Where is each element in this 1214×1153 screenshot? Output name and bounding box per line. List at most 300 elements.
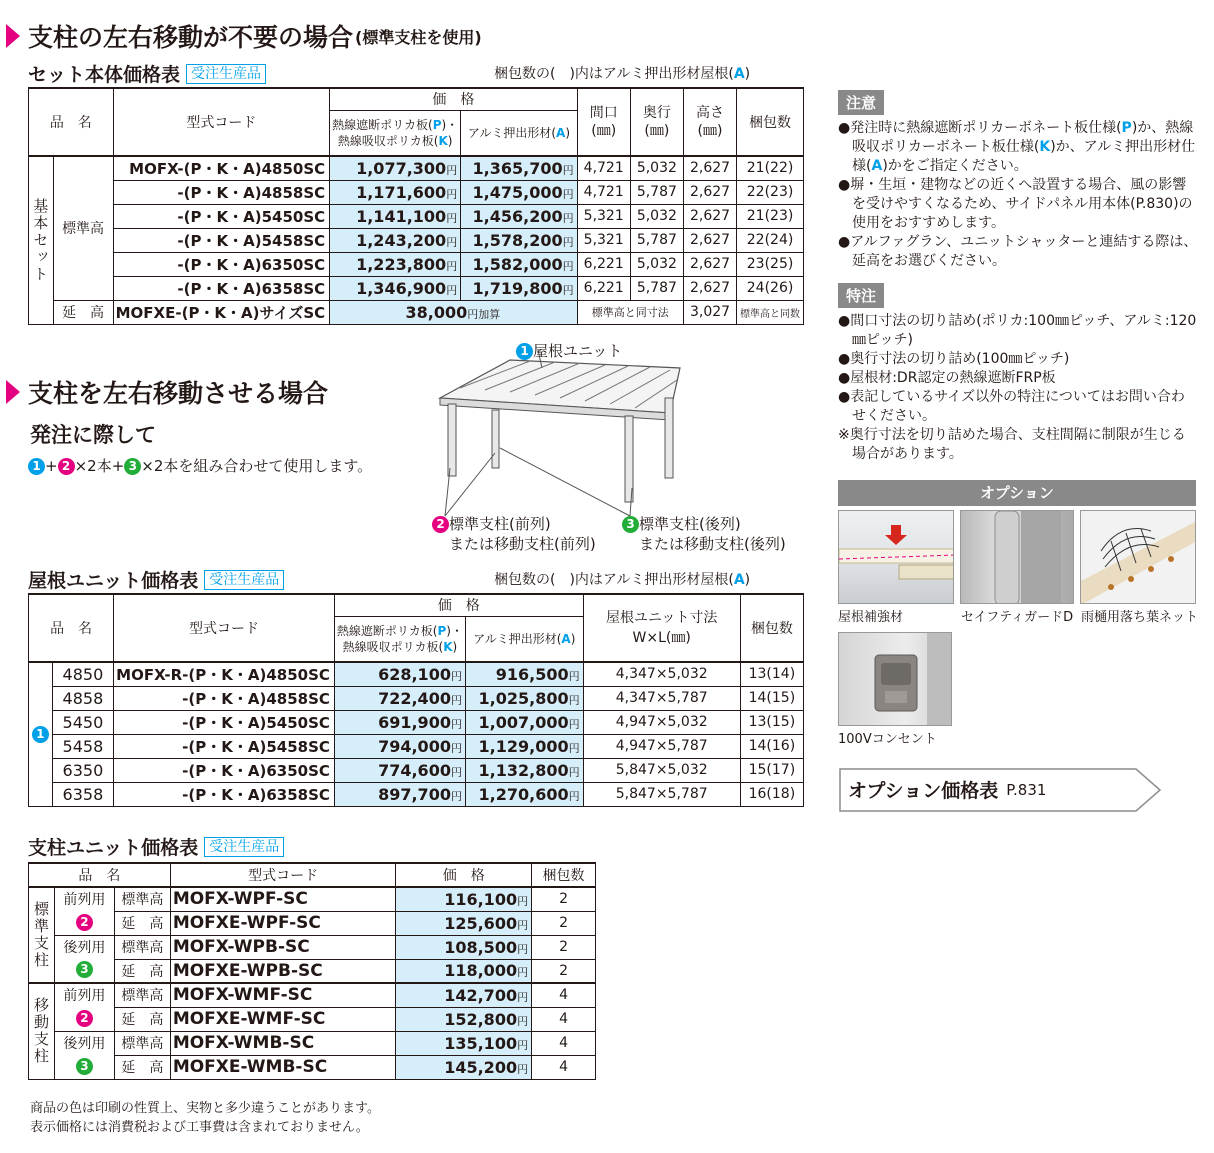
roof-table-title-text: 屋根ユニット価格表 bbox=[28, 570, 199, 592]
group-label-basic-set: 基本セット bbox=[29, 156, 54, 324]
yen-unit: 円 bbox=[450, 717, 462, 731]
code-cell: MOFX-(P・K・A)4850SC bbox=[113, 156, 330, 180]
caution-box bbox=[838, 90, 1198, 271]
table-row-extension bbox=[29, 300, 804, 324]
price-cell bbox=[334, 710, 465, 734]
price-value: 1,025,800 bbox=[478, 688, 569, 708]
roof-unit-text: 屋根ユニット bbox=[533, 342, 623, 360]
price-cell bbox=[465, 782, 583, 806]
pack-cell: 4 bbox=[532, 983, 596, 1007]
code-cell: -(P・K・A)4858SC bbox=[113, 180, 330, 204]
table-row bbox=[29, 1031, 596, 1055]
set-table-pack-note bbox=[494, 63, 750, 83]
price-value: 1,223,800 bbox=[356, 254, 447, 274]
table-row bbox=[29, 662, 804, 686]
note-letter: A bbox=[733, 66, 745, 82]
number-3-icon: 3 bbox=[124, 458, 141, 475]
list-item: ●間口寸法の切り詰め(ポリカ:100㎜ピッチ、アルミ:120㎜ピッチ) bbox=[838, 313, 1197, 348]
number-3-icon: 3 bbox=[622, 516, 639, 533]
price-cell bbox=[396, 911, 532, 935]
outlet-photo bbox=[838, 632, 952, 726]
depth-cell: 5,032 bbox=[630, 204, 683, 228]
depth-cell: 5,787 bbox=[630, 180, 683, 204]
yen-unit: 円 bbox=[446, 235, 458, 249]
price-value: 152,800 bbox=[444, 1009, 518, 1029]
pack-cell: 14(15) bbox=[740, 686, 803, 710]
price-value: 1,582,000 bbox=[472, 254, 563, 274]
code-cell: MOFX-WMB-SC bbox=[170, 1031, 396, 1055]
dim-cell: 4,347×5,787 bbox=[583, 686, 740, 710]
post-table-title-text: 支柱ユニット価格表 bbox=[28, 837, 199, 859]
price-cell bbox=[330, 252, 461, 276]
price-value: 1,243,200 bbox=[356, 230, 447, 250]
made-to-order-badge: 受注生産品 bbox=[204, 570, 284, 590]
alumi-letter-a: A bbox=[556, 125, 566, 140]
option-ref-title: オプション価格表 bbox=[848, 780, 999, 802]
leaf-net-illustration-icon bbox=[1081, 511, 1196, 604]
header-price: 価 格 bbox=[330, 88, 577, 110]
price-cell bbox=[334, 758, 465, 782]
section1-title-text: 支柱の左右移動が不要の場合 bbox=[28, 23, 354, 52]
height-cell: 2,627 bbox=[683, 180, 736, 204]
pack-cell: 標準高と同数 bbox=[737, 300, 804, 324]
dim-cell: 5,847×5,787 bbox=[583, 782, 740, 806]
pack-cell: 4 bbox=[532, 1007, 596, 1031]
list-item: ●表記しているサイズ以外の特注についてはお問い合わせください。 bbox=[838, 389, 1185, 424]
number-1-icon: 1 bbox=[516, 343, 533, 360]
number-3-icon: 3 bbox=[76, 961, 93, 978]
price-cell bbox=[461, 204, 577, 228]
price-value: 628,100 bbox=[378, 664, 451, 684]
option-label: 雨樋用落ち葉ネット bbox=[1081, 610, 1199, 625]
header-price: 価 格 bbox=[334, 594, 583, 616]
price-cell bbox=[330, 204, 461, 228]
yen-unit: 円 bbox=[517, 942, 529, 956]
front-post-text-1: 標準支柱(前列) bbox=[449, 515, 551, 533]
yen-unit: 円 bbox=[568, 789, 580, 803]
yen-unit: 円 bbox=[517, 894, 529, 908]
yen-unit: 円 bbox=[568, 717, 580, 731]
code-cell: MOFX-WMF-SC bbox=[170, 983, 396, 1007]
number-1-icon: 1 bbox=[28, 458, 45, 475]
code-cell: MOFXE-(P・K・A)サイズSC bbox=[113, 300, 330, 324]
yen-unit: 円 bbox=[568, 693, 580, 707]
number-3-icon: 3 bbox=[76, 1058, 93, 1075]
roof-reinforcement-photo bbox=[838, 510, 954, 604]
yen-unit: 円 bbox=[562, 211, 574, 225]
header-alumi bbox=[465, 616, 583, 662]
number-1-icon: 1 bbox=[32, 726, 49, 743]
polica-text-a: 熱線遮断ポリカ板( bbox=[332, 117, 433, 132]
header-konpo: 梱包数 bbox=[740, 594, 803, 662]
yen-unit: 円 bbox=[450, 693, 462, 707]
alumi-text-a: アルミ押出形材( bbox=[473, 631, 562, 646]
price-cell bbox=[330, 156, 461, 180]
footer-line-2: 表示価格には消費税および工事費は含まれておりません。 bbox=[30, 1120, 369, 1135]
code-cell: -(P・K・A)6350SC bbox=[114, 758, 335, 782]
section1-subtitle: (標準支柱を使用) bbox=[355, 27, 482, 47]
dim-cell: 4,947×5,787 bbox=[583, 734, 740, 758]
price-cell bbox=[330, 228, 461, 252]
pack-cell: 22(24) bbox=[737, 228, 804, 252]
price-value: 125,600 bbox=[444, 913, 518, 933]
front-row-label bbox=[54, 887, 114, 935]
price-cell bbox=[396, 983, 532, 1007]
roof-size-header-1: 屋根ユニット寸法 bbox=[605, 610, 718, 626]
table-row bbox=[29, 935, 596, 959]
height-cell: 2,627 bbox=[683, 276, 736, 300]
roof-table-title bbox=[28, 566, 284, 593]
code-cell: -(P・K・A)6358SC bbox=[113, 276, 330, 300]
code-cell: MOFX-WPB-SC bbox=[170, 935, 396, 959]
table-row bbox=[29, 1007, 596, 1031]
std-height-label: 標準高 bbox=[53, 156, 113, 300]
table-row bbox=[29, 686, 804, 710]
combo-plus: + bbox=[45, 457, 58, 475]
dim-cell: 4,947×5,032 bbox=[583, 710, 740, 734]
note-suffix: ) bbox=[744, 66, 751, 82]
yen-unit: 円 bbox=[446, 283, 458, 297]
ext-h-label: 延 高 bbox=[114, 1055, 170, 1079]
yen-unit: 円 bbox=[517, 1062, 529, 1076]
yen-unit: 円 bbox=[446, 187, 458, 201]
yen-unit: 円 bbox=[517, 918, 529, 932]
price-value: 1,129,000 bbox=[478, 736, 569, 756]
post-table-title bbox=[28, 833, 284, 860]
note-suffix: ) bbox=[744, 572, 751, 588]
polica-letter-k: K bbox=[443, 639, 453, 654]
width-cell: 4,721 bbox=[577, 180, 630, 204]
code-cell: -(P・K・A)5450SC bbox=[113, 204, 330, 228]
header-takasa: 高さ (㎜) bbox=[683, 88, 736, 156]
header-maguchi: 間口 (㎜) bbox=[577, 88, 630, 156]
front-row-label bbox=[54, 983, 114, 1031]
pack-cell: 2 bbox=[532, 887, 596, 911]
footer-notes bbox=[30, 1099, 380, 1137]
letter-a: A bbox=[871, 158, 883, 174]
yen-unit: 円 bbox=[517, 990, 529, 1004]
list-item bbox=[838, 119, 1198, 176]
rear-post-text-2: または移動支柱(後列) bbox=[639, 535, 786, 553]
price-cell bbox=[396, 887, 532, 911]
table-row bbox=[29, 1055, 596, 1079]
special-order-box bbox=[838, 283, 1198, 464]
alumi-text-a: アルミ押出形材( bbox=[467, 125, 557, 140]
price-suffix: 円加算 bbox=[467, 307, 501, 321]
number-2-icon: 2 bbox=[58, 458, 75, 475]
code-cell: -(P・K・A)5450SC bbox=[114, 710, 335, 734]
pack-cell: 13(15) bbox=[740, 710, 803, 734]
yen-unit: 円 bbox=[568, 669, 580, 683]
price-value: 1,007,000 bbox=[478, 712, 569, 732]
table-row bbox=[29, 228, 804, 252]
list-item: ●屋根材:DR認定の熱線遮断FRP板 bbox=[838, 370, 1056, 386]
size-cell: 6358 bbox=[52, 782, 113, 806]
yen-unit: 円 bbox=[450, 789, 462, 803]
price-value: 145,200 bbox=[444, 1057, 518, 1077]
yen-unit: 円 bbox=[446, 211, 458, 225]
pack-cell: 2 bbox=[532, 911, 596, 935]
price-cell bbox=[461, 156, 577, 180]
list-item: ●奥行寸法の切り詰め(100㎜ピッチ) bbox=[838, 351, 1070, 367]
caution-text: ●発注時に熱線遮断ポリカーボネート板仕様( bbox=[838, 120, 1122, 136]
std-h-label: 標準高 bbox=[114, 983, 170, 1007]
number-2-icon: 2 bbox=[76, 914, 93, 931]
note-letter: A bbox=[733, 572, 745, 588]
price-cell bbox=[465, 710, 583, 734]
code-cell: -(P・K・A)5458SC bbox=[113, 228, 330, 252]
rear-post-text-1: 標準支柱(後列) bbox=[639, 515, 741, 533]
std-h-label: 標準高 bbox=[114, 887, 170, 911]
yen-unit: 円 bbox=[562, 187, 574, 201]
height-cell: 2,627 bbox=[683, 228, 736, 252]
number-2-icon: 2 bbox=[76, 1010, 93, 1027]
price-value: 1,132,800 bbox=[478, 760, 569, 780]
table-row bbox=[29, 911, 596, 935]
number-2-icon: 2 bbox=[432, 516, 449, 533]
table-row bbox=[29, 710, 804, 734]
pack-cell: 16(18) bbox=[740, 782, 803, 806]
polica-text-b: )・ bbox=[446, 623, 463, 638]
polica-text-d: ) bbox=[452, 639, 458, 654]
option-ref-text bbox=[848, 776, 1046, 803]
yen-unit: 円 bbox=[517, 1038, 529, 1052]
safety-guard-photo bbox=[960, 510, 1074, 604]
header-polica bbox=[330, 110, 461, 156]
polica-text-c: 熱線吸収ポリカ板( bbox=[337, 133, 439, 148]
yen-unit: 円 bbox=[562, 163, 574, 177]
header-code: 型式コード bbox=[170, 863, 396, 887]
price-value: 774,600 bbox=[378, 760, 451, 780]
safety-guard-illustration-icon bbox=[961, 511, 1074, 604]
note-prefix: 梱包数の( )内はアルミ押出形材屋根( bbox=[494, 66, 734, 82]
combo-times-2: ×2本+ bbox=[74, 457, 125, 475]
std-h-label: 標準高 bbox=[114, 1031, 170, 1055]
outlet-illustration-icon bbox=[839, 633, 952, 726]
polica-text-b: )・ bbox=[441, 117, 459, 132]
price-value: 1,141,100 bbox=[356, 206, 447, 226]
polica-text-d: ) bbox=[447, 133, 453, 148]
caution-list bbox=[838, 119, 1198, 271]
roof-price-table bbox=[28, 593, 804, 807]
option-ref-page: P.831 bbox=[1006, 780, 1047, 799]
price-value: 722,400 bbox=[378, 688, 451, 708]
price-cell bbox=[396, 1007, 532, 1031]
table-row bbox=[29, 983, 596, 1007]
header-polica bbox=[334, 616, 465, 662]
special-head: 特注 bbox=[838, 283, 884, 308]
price-cell bbox=[396, 935, 532, 959]
width-cell: 6,221 bbox=[577, 252, 630, 276]
pack-cell: 21(23) bbox=[737, 204, 804, 228]
leaf-net-photo bbox=[1080, 510, 1196, 604]
dim-cell: 4,347×5,032 bbox=[583, 662, 740, 686]
table-row bbox=[29, 204, 804, 228]
option-label: 100Vコンセント bbox=[838, 732, 937, 747]
price-value: 1,077,300 bbox=[356, 158, 447, 178]
alumi-text-b: ) bbox=[570, 631, 576, 646]
table-row bbox=[29, 734, 804, 758]
pack-cell: 13(14) bbox=[740, 662, 803, 686]
size-cell: 4850 bbox=[52, 662, 113, 686]
alumi-text-b: ) bbox=[565, 125, 570, 140]
front-post-text-2: または移動支柱(前列) bbox=[449, 535, 596, 553]
header-hinmei: 品 名 bbox=[29, 863, 171, 887]
std-h-label: 標準高 bbox=[114, 935, 170, 959]
price-value: 1,365,700 bbox=[472, 158, 563, 178]
code-cell: MOFX-R-(P・K・A)4850SC bbox=[114, 662, 335, 686]
depth-cell: 5,787 bbox=[630, 276, 683, 300]
ext-price-cell bbox=[330, 300, 577, 324]
pack-cell: 15(17) bbox=[740, 758, 803, 782]
pack-cell: 2 bbox=[532, 935, 596, 959]
yen-unit: 円 bbox=[446, 259, 458, 273]
yen-unit: 円 bbox=[517, 1014, 529, 1028]
price-value: 118,000 bbox=[444, 961, 518, 981]
width-cell: 6,221 bbox=[577, 276, 630, 300]
polica-letter-p: P bbox=[437, 623, 447, 638]
width-cell: 5,321 bbox=[577, 204, 630, 228]
depth-cell: 5,032 bbox=[630, 156, 683, 180]
letter-k: K bbox=[1039, 139, 1051, 155]
polica-text-a: 熱線遮断ポリカ板( bbox=[336, 623, 438, 638]
list-item: ※奥行寸法を切り詰めた場合、支柱間隔に制限が生じる場合があります。 bbox=[838, 427, 1186, 462]
header-hinmei: 品 名 bbox=[29, 88, 114, 156]
price-cell bbox=[461, 228, 577, 252]
price-cell bbox=[334, 782, 465, 806]
ext-h-label: 延 高 bbox=[114, 959, 170, 983]
pack-cell: 4 bbox=[532, 1055, 596, 1079]
pack-cell: 2 bbox=[532, 959, 596, 983]
size-cell: 5458 bbox=[52, 734, 113, 758]
header-code: 型式コード bbox=[113, 88, 330, 156]
width-cell: 5,321 bbox=[577, 228, 630, 252]
rear-text: 後列用 bbox=[63, 1036, 106, 1052]
price-cell bbox=[334, 686, 465, 710]
price-value: 1,719,800 bbox=[472, 278, 563, 298]
price-cell bbox=[465, 686, 583, 710]
combo-instruction bbox=[28, 455, 372, 476]
set-price-table bbox=[28, 87, 804, 325]
pack-cell: 22(23) bbox=[737, 180, 804, 204]
set-table-title bbox=[28, 60, 266, 87]
roof-size-header-2: W×L(㎜) bbox=[632, 630, 691, 646]
order-heading: 発注に際して bbox=[30, 423, 156, 447]
front-post-label bbox=[432, 514, 596, 554]
group-label-move-post: 移動支柱 bbox=[29, 983, 55, 1079]
list-item: ●アルファグラン、ユニットシャッターと連結する際は、延高をお選びください。 bbox=[838, 234, 1198, 269]
price-value: 916,500 bbox=[495, 664, 569, 684]
price-cell bbox=[461, 276, 577, 300]
made-to-order-badge: 受注生産品 bbox=[204, 837, 284, 857]
yen-unit: 円 bbox=[562, 235, 574, 249]
options-head: オプション bbox=[838, 480, 1196, 506]
price-cell bbox=[334, 734, 465, 758]
yen-unit: 円 bbox=[450, 741, 462, 755]
price-cell bbox=[330, 180, 461, 204]
header-pack: 梱包数 bbox=[532, 863, 596, 887]
price-value: 897,700 bbox=[378, 784, 451, 804]
ext-wd-cell: 標準高と同寸法 bbox=[577, 300, 683, 324]
note-prefix: 梱包数の( )内はアルミ押出形材屋根( bbox=[494, 572, 734, 588]
price-value: 794,000 bbox=[378, 736, 451, 756]
roof-table-pack-note bbox=[494, 569, 750, 589]
price-value: 1,346,900 bbox=[356, 278, 447, 298]
price-value: 116,100 bbox=[444, 889, 518, 909]
reinforcement-illustration-icon bbox=[839, 511, 954, 604]
code-cell: -(P・K・A)6350SC bbox=[113, 252, 330, 276]
table-row bbox=[29, 782, 804, 806]
table-row bbox=[29, 252, 804, 276]
code-cell: -(P・K・A)6358SC bbox=[114, 782, 335, 806]
header-price: 価 格 bbox=[396, 863, 532, 887]
price-cell bbox=[465, 758, 583, 782]
yen-unit: 円 bbox=[562, 259, 574, 273]
pack-cell: 24(26) bbox=[737, 276, 804, 300]
height-cell: 2,627 bbox=[683, 252, 736, 276]
header-hinmei: 品 名 bbox=[29, 594, 114, 662]
caution-head: 注意 bbox=[838, 90, 884, 115]
dim-cell: 5,847×5,032 bbox=[583, 758, 740, 782]
width-cell: 4,721 bbox=[577, 156, 630, 180]
price-value: 1,578,200 bbox=[472, 230, 563, 250]
price-value: 1,171,600 bbox=[356, 182, 447, 202]
set-table-title-text: セット本体価格表 bbox=[28, 64, 181, 86]
header-konpo: 梱包数 bbox=[737, 88, 804, 156]
pack-cell: 4 bbox=[532, 1031, 596, 1055]
ext-h-label: 延 高 bbox=[114, 1007, 170, 1031]
section1-title bbox=[6, 18, 482, 54]
combo-usage: ×2本を組み合わせて使用します。 bbox=[141, 457, 373, 475]
yen-unit: 円 bbox=[517, 966, 529, 980]
size-cell: 5450 bbox=[52, 710, 113, 734]
price-value: 691,900 bbox=[378, 712, 451, 732]
code-cell: MOFXE-WPB-SC bbox=[170, 959, 396, 983]
post-price-table bbox=[28, 862, 596, 1080]
header-okuyuki: 奥行 (㎜) bbox=[630, 88, 683, 156]
price-cell bbox=[334, 662, 465, 686]
roof-group-marker bbox=[29, 662, 53, 806]
price-value: 1,456,200 bbox=[472, 206, 563, 226]
code-cell: -(P・K・A)4858SC bbox=[114, 686, 335, 710]
price-cell bbox=[465, 734, 583, 758]
front-text: 前列用 bbox=[63, 892, 106, 909]
table-row bbox=[29, 276, 804, 300]
depth-cell: 5,787 bbox=[630, 228, 683, 252]
caution-text: )かをご指定ください。 bbox=[882, 158, 1028, 174]
height-cell: 2,627 bbox=[683, 156, 736, 180]
price-cell bbox=[465, 662, 583, 686]
table-row bbox=[29, 758, 804, 782]
header-roof-size bbox=[583, 594, 740, 662]
pack-cell: 21(22) bbox=[737, 156, 804, 180]
roof-unit-label bbox=[516, 340, 622, 361]
footer-line-1: 商品の色は印刷の性質上、実物と多少違うことがあります。 bbox=[30, 1101, 380, 1116]
ext-height-label: 延 高 bbox=[53, 300, 113, 324]
code-cell: MOFX-WPF-SC bbox=[170, 887, 396, 911]
price-cell bbox=[396, 1031, 532, 1055]
option-label: セイフティガードD bbox=[961, 610, 1074, 625]
group-label-std-post: 標準支柱 bbox=[29, 887, 55, 983]
price-cell bbox=[396, 1055, 532, 1079]
header-code: 型式コード bbox=[114, 594, 335, 662]
letter-p: P bbox=[1121, 120, 1132, 136]
price-value: 142,700 bbox=[444, 985, 518, 1005]
price-cell bbox=[461, 252, 577, 276]
option-price-ref[interactable] bbox=[838, 767, 1164, 813]
size-cell: 4858 bbox=[52, 686, 113, 710]
pack-cell: 23(25) bbox=[737, 252, 804, 276]
